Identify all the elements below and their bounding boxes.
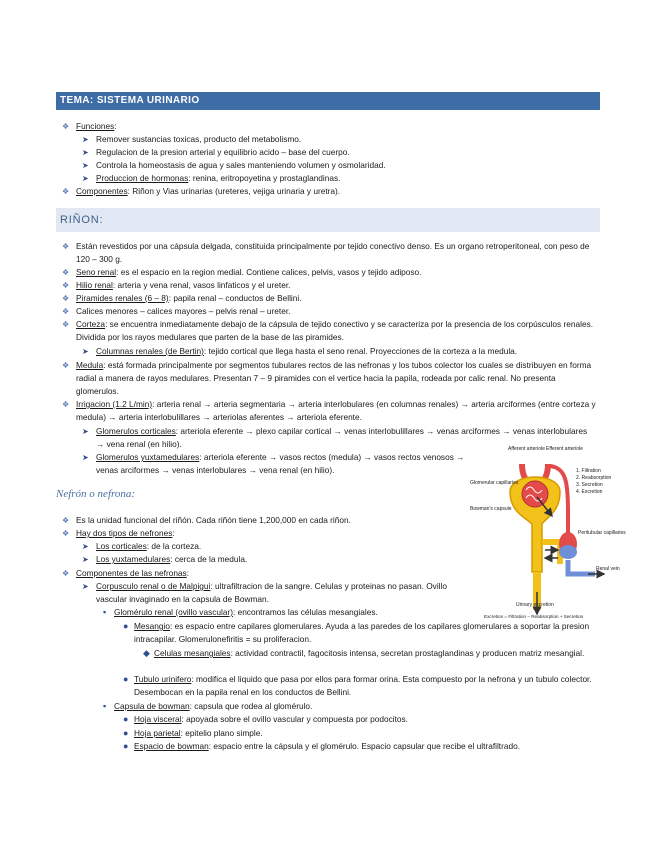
diamond-bullet-icon: ❖ xyxy=(62,361,70,370)
diamond-bullet-icon: ❖ xyxy=(62,307,70,316)
list-item: ● Hoja visceral: apoyada sobre el ovillo vascular y compuesta por podocitos. xyxy=(134,713,408,726)
tubule-segment xyxy=(542,542,560,564)
list-item: ❖ Funciones: xyxy=(76,120,117,133)
diagram-caption: Excretion = Filtration − Reabsorption + Secretion xyxy=(484,614,584,619)
diamond-bullet-icon: ❖ xyxy=(62,294,70,303)
list-item: ❖ Calices menores – calices mayores – pelvis renal – ureter. xyxy=(76,305,290,318)
list-item: ❖ Hilio renal: arteria y vena renal, vasos linfaticos y el ureter. xyxy=(76,279,290,292)
diamond-bullet-icon: ❖ xyxy=(62,529,70,538)
arrow-bullet-icon: ➤ xyxy=(82,135,89,144)
list-item: ➤ Corpusculo renal o de Malpigui: ultrafiltracion de la sangre. Celulas y proteinas no pasan. Ovillo vascular invaginado en la capsula de Bowman. xyxy=(82,581,447,605)
glomerulus xyxy=(522,481,548,507)
section-heading: RIÑON: xyxy=(60,214,104,226)
diamond-bullet-icon: ❖ xyxy=(62,320,70,329)
diamond-bullet-icon: ❖ xyxy=(62,400,70,409)
list-item: ❖ Hay dos tipos de nefrones: xyxy=(76,527,175,540)
page-title: TEMA: SISTEMA URINARIO xyxy=(60,95,200,106)
nephron-diagram xyxy=(470,442,626,620)
step-label: 3. Secretion xyxy=(576,482,603,488)
diamond-bullet-icon: ❖ xyxy=(62,281,70,290)
efferent-label: Efferent arteriole xyxy=(546,446,583,452)
circle-bullet-icon: ● xyxy=(123,621,129,631)
list-item: ➤ Glomerulos yuxtamedulares: arteriola eferente → vasos rectos (medula) → vasos rectos venosos → venas arciformes → venas interlobulares → vena renal (en hilio). xyxy=(82,452,465,476)
glomerular-label: Glomerular capillaries xyxy=(470,480,519,486)
rinon-heading-bar xyxy=(56,208,600,232)
circle-bullet-icon: ● xyxy=(123,728,129,738)
list-item: ◆ Celulas mesangiales: actividad contractil, fagocitosis intensa, secretan prostaglandinas y producen matriz mesangial. xyxy=(154,647,594,660)
circle-bullet-icon: ● xyxy=(123,674,129,684)
diamond-bullet-icon: ❖ xyxy=(62,242,70,251)
renal-vein-vessel xyxy=(568,560,595,574)
arrow-bullet-icon: ➤ xyxy=(82,427,89,436)
list-item: ➤ Produccion de hormonas: renina, eritropoyetina y prostaglandinas. xyxy=(96,172,340,185)
circle-bullet-icon: ● xyxy=(123,741,129,751)
list-item: ❖ Seno renal: es el espacio en la region medial. Contiene calices, pelvis, vasos y tejido adiposo. xyxy=(76,266,421,279)
list-item: ➤ Remover sustancias toxicas, producto del metabolismo. xyxy=(96,133,301,146)
list-item: ● Tubulo urinifero: modifica el liquido que pasa por ellos para formar orina. Esta compuesto por la nefrona y un tubulo colector. Desembocan en la papila renal en los conductos de Bellini. xyxy=(123,674,592,698)
arrow-bullet-icon: ➤ xyxy=(82,161,89,170)
list-item: ❖ Piramides renales (6 – 8): papila renal – conductos de Bellini. xyxy=(76,292,302,305)
diamond-bullet-icon: ❖ xyxy=(62,268,70,277)
list-item: ▪ Capsula de bowman: capsula que rodea al glomérulo. xyxy=(114,700,312,713)
arrow-bullet-icon: ➤ xyxy=(82,555,89,564)
list-item: ➤ Controla la homeostasis de agua y sales manteniendo volumen y osmolaridad. xyxy=(96,159,386,172)
arrow-bullet-icon: ➤ xyxy=(82,582,89,591)
section-title-bar xyxy=(56,92,600,110)
circle-bullet-icon: ● xyxy=(123,714,129,724)
renal-vein-label: Renal vein xyxy=(596,566,620,572)
list-item: ➤ Glomerulos corticales: arteriola eferente → plexo capilar cortical → venas interlobulillares → venas arciformes → venas interlobulares → vena renal (en hilio). xyxy=(82,426,588,450)
list-item: ❖ Irrigacion (1.2 L/min): arteria renal → arteria segmentaria → arteria interlobulares (en columnas renales) → arteria arciformes (entre corteza y medula) → arteria interlobulillares → arteriolas aferentes → arteriola eferente. xyxy=(62,399,596,423)
peritubular-venous xyxy=(559,545,577,559)
list-item: ❖ Están revestidos por una cápsula delgada, constituida principalmente por tejido conectivo denso. Es un organo retroperitoneal, con peso de 120 – 300 g. xyxy=(62,241,590,265)
bowmans-label: Bowman's capsule xyxy=(470,506,512,512)
list-item: ➤ Regulacion de la presion arterial y equilibrio acido – base del cuerpo. xyxy=(96,146,350,159)
list-item: ● Espacio de bowman: espacio entre la cápsula y el glomérulo. Espacio capsular que recibe el ultrafiltrado. xyxy=(134,740,520,753)
square-bullet-icon: ▪ xyxy=(103,701,107,711)
list-item: ❖ Componentes de las nefronas: xyxy=(76,567,189,580)
diamond-bullet-icon: ❖ xyxy=(62,122,70,131)
list-item: ▪ Glomérulo renal (ovillo vascular): encontramos las células mesangiales. xyxy=(114,606,378,619)
urinary-label: Urinary excretion xyxy=(516,602,554,608)
step-label: 2. Reabsorption xyxy=(576,475,612,481)
arrow-bullet-icon: ➤ xyxy=(82,148,89,157)
list-item: ➤ Los corticales: de la corteza. xyxy=(96,540,201,553)
diamond-bullet-icon: ❖ xyxy=(62,569,70,578)
list-item: ❖ Medula: está formada principalmente por segmentos tubulares rectos de las nefronas y los tubos colector los cuales se distribuyen en forma radial a manera de rayos medulares. Presentan 7 – 9 piramides con el vertice hacia la papila, rodeada por calic renal. No presenta glomerulos. xyxy=(62,360,592,397)
list-item: ❖ Corteza: se encuentra inmediatamente debajo de la cápsula de tejido conectivo y se caracteriza por la presencia de los corpúsculos renales. Dividida por los rayos medulares que parten de la base de las piramides. xyxy=(62,319,594,343)
arrow-bullet-icon: ➤ xyxy=(82,174,89,183)
list-item: ❖ Es la unidad funcional del riñón. Cada riñón tiene 1,200,000 en cada riñon. xyxy=(76,514,351,527)
diamond-bullet-icon: ❖ xyxy=(62,516,70,525)
list-item: ❖ Componentes: Riñon y Vias urinarias (ureteres, vejiga urinaria y uretra). xyxy=(76,185,340,198)
arrow-bullet-icon: ➤ xyxy=(82,347,89,356)
list-item: ● Hoja parietal: epitelio plano simple. xyxy=(134,727,263,740)
step-label: 4. Excretion xyxy=(576,489,603,495)
square-bullet-icon: ▪ xyxy=(103,607,107,617)
list-item: ● Mesangio: es espacio entre capilares glomerulares. Ayuda a las paredes de los capilares glomerulares a soportar la presion intracapilar. Glomerulonefiritis = su proliferacion. xyxy=(123,621,590,645)
peritubular-label: Peritubular capillaries xyxy=(578,530,626,536)
arrow-bullet-icon: ➤ xyxy=(82,453,89,462)
diamond-small-bullet-icon: ◆ xyxy=(143,648,150,658)
step-label: 1. Filtration xyxy=(576,468,601,474)
diamond-bullet-icon: ❖ xyxy=(62,187,70,196)
afferent-label: Afferent arteriole xyxy=(508,446,545,452)
list-item: ➤ Los yuxtamedulares: cerca de la medula. xyxy=(96,553,247,566)
list-item: ➤ Columnas renales (de Bertin): tejido cortical que llega hasta el seno renal. Proyecciones de la corteza a la medula. xyxy=(96,345,517,358)
nefron-heading: Nefrón o nefrona: xyxy=(56,488,136,500)
arrow-bullet-icon: ➤ xyxy=(82,542,89,551)
